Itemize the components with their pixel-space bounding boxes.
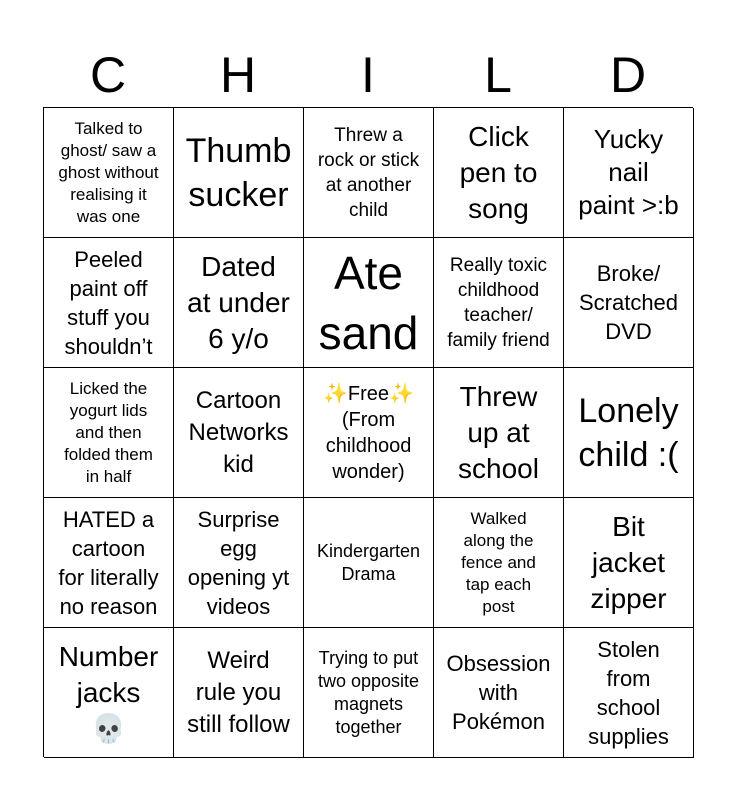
bingo-cell-r4c2[interactable] <box>174 498 304 628</box>
bingo-cell-free-space[interactable] <box>304 368 434 498</box>
cell-text: Peeled paint off stuff you shouldn’t <box>64 246 153 359</box>
header-letter-d: D <box>609 47 647 103</box>
bingo-cell-r1c4[interactable] <box>434 108 564 238</box>
cell-text: Threw a rock or stick at another child <box>317 124 420 221</box>
bingo-cell-r1c1[interactable] <box>44 108 174 238</box>
bingo-cell-r1c3[interactable] <box>304 108 434 238</box>
cell-text: Trying to put two opposite magnets together <box>317 647 420 737</box>
cell-text: Stolen from school supplies <box>588 636 669 749</box>
header-letter-h: H <box>219 47 257 103</box>
header-letter-l: L <box>484 47 512 103</box>
bingo-cell-r3c4[interactable] <box>434 368 564 498</box>
cell-text: Talked to ghost/ saw a ghost without realising it was one <box>58 118 159 226</box>
cell-text: Surprise egg opening yt videos <box>187 506 290 619</box>
cell-text: Dated at under 6 y/o <box>187 250 290 354</box>
bingo-cell-r4c5[interactable] <box>564 498 694 628</box>
bingo-cell-r5c4[interactable] <box>434 628 564 758</box>
bingo-cell-r5c2[interactable] <box>174 628 304 758</box>
cell-text: Licked the yogurt lids and then folded them in half <box>64 378 153 486</box>
bingo-cell-r5c1[interactable] <box>44 628 174 758</box>
cell-text: Ate sand <box>318 246 419 359</box>
bingo-cell-r5c3[interactable] <box>304 628 434 758</box>
bingo-cell-r4c1[interactable] <box>44 498 174 628</box>
bingo-cell-r2c2[interactable] <box>174 238 304 368</box>
bingo-cell-r3c2[interactable] <box>174 368 304 498</box>
cell-text: HATED a cartoon for literally no reason <box>58 506 159 619</box>
bingo-header <box>43 42 693 108</box>
header-letter-i: I <box>361 47 375 103</box>
cell-text: Broke/ Scratched DVD <box>578 261 679 344</box>
bingo-cell-r2c3[interactable] <box>304 238 434 368</box>
cell-text: Yucky nail paint >:b <box>578 124 679 220</box>
cell-text: ✨Free✨ (From childhood wonder) <box>323 382 414 483</box>
cell-text: Walked along the fence and tap each post <box>461 508 536 616</box>
cell-text: Obsession with Pokémon <box>446 651 551 734</box>
cell-text: Bit jacket zipper <box>590 510 667 614</box>
cell-text: Really toxic childhood teacher/ family friend <box>447 254 550 351</box>
cell-text: Thumb sucker <box>185 131 292 214</box>
bingo-cell-r4c4[interactable] <box>434 498 564 628</box>
bingo-cell-r3c5[interactable] <box>564 368 694 498</box>
cell-text: Number jacks 💀 <box>58 640 159 744</box>
cell-text: Kindergarten Drama <box>316 540 421 584</box>
cell-text: Click pen to song <box>459 120 538 224</box>
cell-text: Lonely child :( <box>578 391 679 474</box>
header-letter-c: C <box>89 47 127 103</box>
cell-text: Weird rule you still follow <box>187 646 290 738</box>
bingo-cell-r1c5[interactable] <box>564 108 694 238</box>
bingo-cell-r4c3[interactable] <box>304 498 434 628</box>
bingo-grid <box>43 107 693 757</box>
bingo-cell-r5c5[interactable] <box>564 628 694 758</box>
bingo-cell-r2c1[interactable] <box>44 238 174 368</box>
bingo-cell-r2c4[interactable] <box>434 238 564 368</box>
bingo-cell-r1c2[interactable] <box>174 108 304 238</box>
bingo-cell-r3c1[interactable] <box>44 368 174 498</box>
bingo-cell-r2c5[interactable] <box>564 238 694 368</box>
cell-text: Cartoon Networks kid <box>188 386 289 478</box>
cell-text: Threw up at school <box>458 380 539 484</box>
